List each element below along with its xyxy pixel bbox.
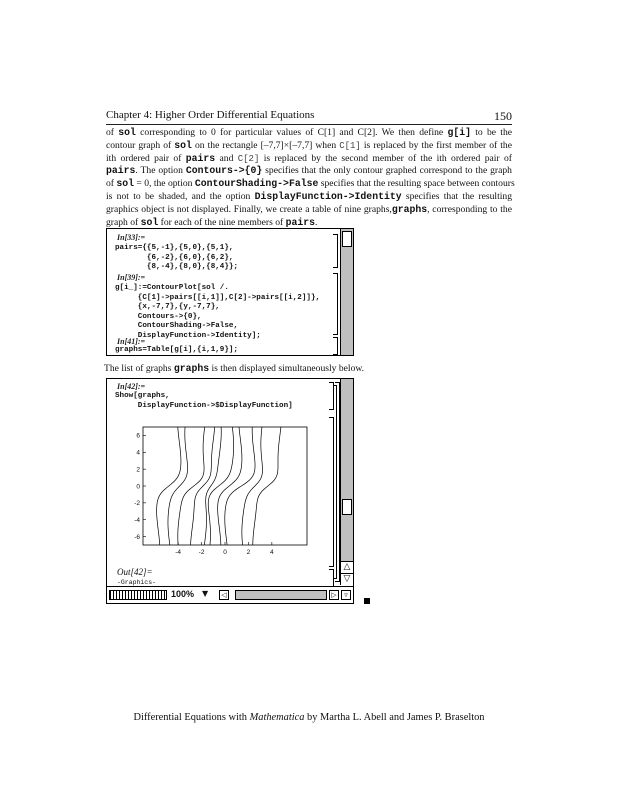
cell-bracket[interactable] — [329, 569, 334, 587]
y-tick-label: 0 — [136, 483, 140, 491]
cell-bracket[interactable] — [333, 273, 338, 335]
paragraph-line: is not to be shaded, and the option DisplayFunction->Identity specifies that the resulting — [106, 190, 512, 202]
paragraph-line: pairs. The option Contours->{0} specifies that the only contour graphed correspond to the graph — [106, 165, 512, 177]
scroll-right-icon[interactable]: ▷ — [329, 590, 339, 600]
cell-label-in39: In[39]:= — [117, 273, 146, 282]
window-status-bar — [106, 586, 354, 604]
zoom-level[interactable]: 100% — [171, 589, 195, 599]
input-cell-table[interactable]: graphs=Table[g[i],{i,1,9}]; — [115, 346, 239, 354]
input-cell-pairs[interactable]: pairs={{5,-1},{5,0},{5,1}, {6,-2},{6,0},{6,2}, {8,-4},{8,0},{8,4}}; — [115, 244, 239, 271]
paragraph-line: ith ordered pair of pairs and C[2] is replaced by the second member of the ith ordered pair of — [106, 152, 512, 164]
cell-label-in42: In[42]:= — [117, 382, 146, 391]
x-tick-label: -2 — [198, 549, 205, 556]
contour-plot — [117, 421, 315, 561]
scroll-left-icon[interactable]: ◁ — [219, 590, 229, 600]
notebook-window-output — [106, 378, 354, 604]
scroll-down-icon[interactable]: ▽ — [341, 573, 353, 585]
horizontal-scrollbar[interactable] — [235, 590, 327, 600]
caption-text: The list of graphs graphs is then displayed simultaneously below. — [104, 363, 365, 374]
cell-bracket[interactable] — [333, 337, 338, 355]
page-number: 150 — [494, 109, 512, 123]
zoom-dropdown-icon[interactable]: ▼ — [202, 589, 209, 598]
output-value: -Graphics- — [117, 579, 157, 586]
header-rule — [106, 124, 512, 125]
ruler-strip — [109, 590, 167, 600]
page-footer: Differential Equations with Mathematica by Martha L. Abell and James P. Braselton — [133, 712, 485, 723]
paragraph-line: of sol corresponding to 0 for particular values of C[1] and C[2]. We then define g[i] to be the — [106, 127, 513, 138]
paragraph-line: graphics object is not displayed. Finally, we create a table of nine graphs,graphs, corresponding to the — [106, 203, 512, 215]
resize-corner-icon[interactable]: ▿ — [341, 590, 351, 600]
x-tick-label: 4 — [270, 549, 274, 556]
cell-label-out42: Out[42]= — [117, 567, 153, 577]
paragraph-line: of sol = 0, the option ContourShading->False specifies that the resulting space between contours — [106, 178, 515, 190]
y-tick-label: 2 — [136, 466, 140, 474]
chapter-title: Chapter 4: Higher Order Differential Equations — [106, 109, 315, 121]
cell-label-in41: In[41]:= — [117, 337, 146, 346]
y-tick-label: -4 — [134, 517, 140, 525]
paragraph-line: graph of sol for each of the nine members of pairs. — [106, 216, 318, 228]
notebook-window-input — [106, 228, 354, 356]
cell-bracket[interactable] — [333, 234, 338, 268]
x-tick-label: 0 — [223, 549, 227, 556]
end-of-proof-square — [364, 598, 370, 604]
vertical-scrollbar[interactable] — [340, 229, 353, 355]
scroll-thumb[interactable] — [342, 231, 352, 247]
x-tick-label: 2 — [246, 549, 251, 556]
y-tick-label: 4 — [136, 449, 140, 457]
input-cell-show[interactable]: Show[graphs, DisplayFunction->$DisplayFunction] — [115, 392, 293, 410]
cell-label-in33: In[33]:= — [117, 233, 146, 242]
x-tick-label: -4 — [175, 549, 182, 556]
y-tick-label: 6 — [136, 432, 140, 440]
body-paragraph — [106, 127, 515, 229]
scroll-up-icon[interactable]: △ — [341, 561, 353, 573]
scroll-thumb[interactable] — [342, 499, 352, 515]
paragraph-line: contour graph of sol on the rectangle [–7,7]×[–7,7] when C[1] is replaced by the first member of the — [106, 139, 512, 151]
vertical-scrollbar[interactable] — [340, 379, 353, 585]
y-tick-label: -2 — [134, 500, 140, 508]
y-tick-label: -6 — [134, 533, 140, 541]
cell-bracket[interactable] — [329, 417, 334, 567]
input-cell-contourplot[interactable]: g[i_]:=ContourPlot[sol /. {C[1]->pairs[[i,1]],C[2]->pairs[[i,2]]}, {x,-7,7},{y,-7,7}, Contours->{0}, ContourShading->False, DisplayFunction->Identity]; — [115, 284, 321, 340]
